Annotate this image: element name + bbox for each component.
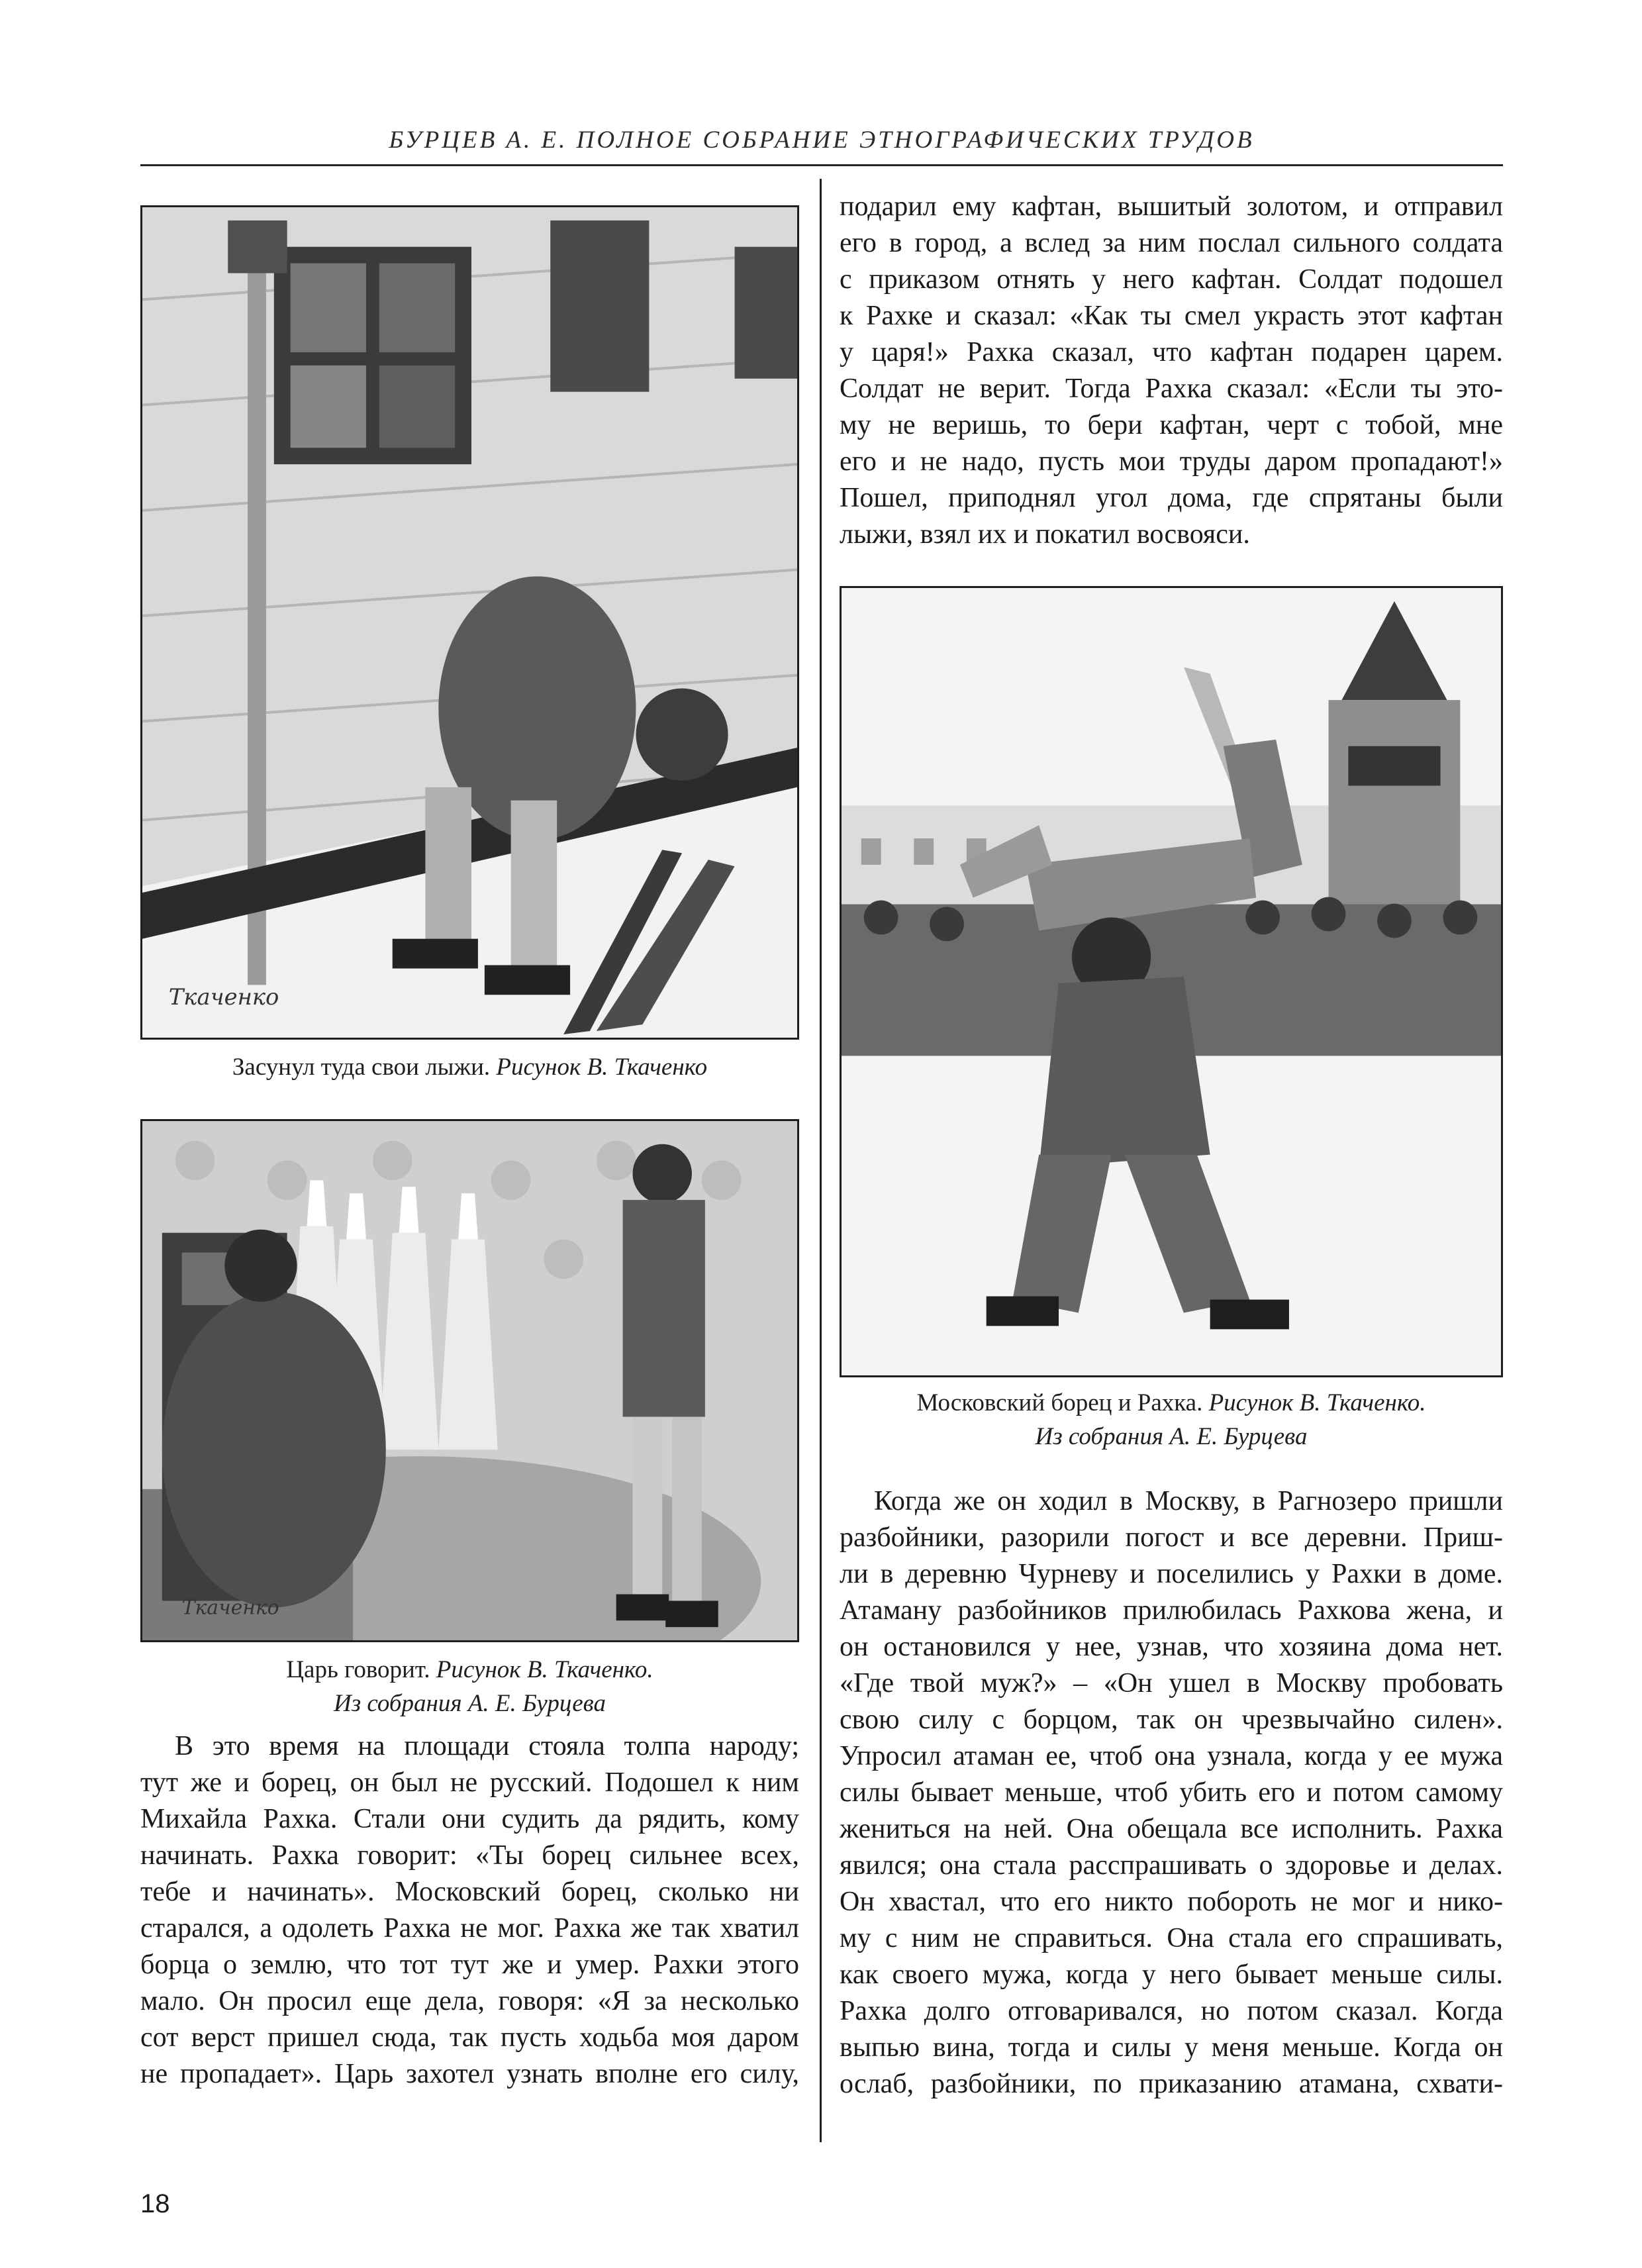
left-column-paragraph (140, 1728, 799, 2093)
text-line: лыжи, взял их и покатил восвояси. (840, 519, 1250, 550)
illustration-skis-drawing (142, 207, 797, 1038)
caption-fig3-italic: Рисунок В. Ткаченко. (1208, 1389, 1426, 1416)
illustration-wrestler (840, 586, 1503, 1377)
text-line: Упросил атаман ее, чтоб она узнала, когда у ее мужа (840, 1741, 1503, 1771)
text-line: его в город, а вслед за ним послал сильного солдата (840, 228, 1503, 258)
text-line: он остановился у нее, узнав, что хозяина дома нет. (840, 1632, 1503, 1662)
caption-fig3 (840, 1386, 1503, 1454)
caption-fig1-plain: Засунул туда свои лыжи. (232, 1054, 497, 1081)
caption-fig1-italic: Рисунок В. Ткаченко (496, 1054, 708, 1081)
text-line: мало. Он просил еще дела, говоря: «Я за несколько (140, 1986, 799, 2016)
caption-fig2 (140, 1653, 799, 1720)
text-line: борца о землю, что тот тут же и умер. Рахки этого (140, 1949, 799, 1980)
text-line: Михайла Рахка. Стали они судить да рядить, кому (140, 1804, 799, 1834)
text-line: у царя!» Рахка сказал, что кафтан подарен царем. (840, 337, 1503, 368)
caption-fig2-italic: Рисунок В. Ткаченко. (436, 1656, 653, 1683)
text-line: с приказом отнять у него кафтан. Солдат подошел (840, 264, 1503, 295)
text-line: его и не надо, пусть мои труды даром пропадают!» (840, 446, 1503, 477)
text-line: ли в деревню Чурневу и поселились у Рахки в доме. (840, 1559, 1503, 1589)
text-line: Пошел, приподнял угол дома, где спрятаны были (840, 483, 1503, 513)
column-rule (820, 179, 822, 2142)
illustration-tsar (140, 1119, 799, 1642)
caption-fig1 (140, 1050, 799, 1084)
text-line: явился; она стала расспрашивать о здоровье и делах. (840, 1850, 1503, 1881)
signature-fig1: Ткаченко (168, 984, 279, 1011)
text-line: выпью вина, тогда и силы у меня меньше. Когда он (840, 2032, 1503, 2063)
text-line: тут же и борец, он был не русский. Подошел к ним (140, 1767, 799, 1798)
illustration-wrestler-drawing (842, 588, 1501, 1375)
text-line: силы бывает меньше, чтоб убить его и потом самому (840, 1777, 1503, 1808)
text-line: му не веришь, то бери кафтан, черт с тобой, мне (840, 410, 1503, 440)
text-line: сот верст пришел сюда, так пусть ходьба моя даром (140, 2022, 799, 2053)
text-line: В это время на площади стояла толпа народу; (175, 1731, 799, 1761)
illustration-skis (140, 205, 799, 1040)
right-column-paragraph-top (840, 189, 1503, 553)
text-line: Он хвастал, что его никто побороть не мог и нико- (840, 1887, 1503, 1917)
text-line: свою силу с борцом, так он чрезвычайно силен». (840, 1704, 1503, 1735)
caption-fig3-source: Из собрания А. Е. Бурцева (1035, 1423, 1308, 1450)
text-line: жениться на ней. Она обещала все исполнить. Рахка (840, 1814, 1503, 1844)
signature-fig2: Ткаченко (181, 1596, 279, 1620)
text-line: ослаб, разбойники, по приказанию атамана, схвати- (840, 2069, 1503, 2099)
text-line: не пропадает». Царь захотел узнать вполне его силу, (140, 2059, 799, 2089)
text-line: как своего мужа, когда у него бывает меньше силы. (840, 1959, 1503, 1990)
text-line: тебе и начинать». Московский борец, сколько ни (140, 1877, 799, 1907)
header-rule (140, 164, 1503, 166)
running-header: БУРЦЕВ А. Е. ПОЛНОЕ СОБРАНИЕ ЭТНОГРАФИЧЕСКИХ ТРУДОВ (389, 126, 1255, 154)
illustration-tsar-drawing (142, 1121, 797, 1640)
text-line: Рахка долго отговаривался, но потом сказал. Когда (840, 1996, 1503, 2026)
text-line: Атаману разбойников прилюбилась Рахкова жена, и (840, 1595, 1503, 1626)
text-line: разбойники, разорили погост и все деревни. Приш- (840, 1522, 1503, 1553)
caption-fig2-source: Из собрания А. Е. Бурцева (334, 1690, 606, 1717)
text-line: к Рахке и сказал: «Как ты смел украсть этот кафтан (840, 301, 1503, 331)
text-line: Когда же он ходил в Москву, в Рагнозеро пришли (874, 1486, 1503, 1516)
page-number: 18 (140, 2189, 170, 2218)
text-line: старался, а одолеть Рахка не мог. Рахка же так хватил (140, 1913, 799, 1944)
text-line: начинать. Рахка говорит: «Ты борец сильнее всех, (140, 1840, 799, 1871)
text-line: Солдат не верит. Тогда Рахка сказал: «Если ты это- (840, 373, 1503, 404)
caption-fig3-plain: Московский борец и Рахка. (916, 1389, 1209, 1416)
text-line: му с ним не справиться. Она стала его спрашивать, (840, 1923, 1503, 1953)
right-column-paragraph-bottom (840, 1483, 1503, 2102)
caption-fig2-plain: Царь говорит. (286, 1656, 436, 1683)
text-line: «Где твой муж?» – «Он ушел в Москву пробовать (840, 1668, 1503, 1699)
text-line: подарил ему кафтан, вышитый золотом, и отправил (840, 191, 1503, 222)
